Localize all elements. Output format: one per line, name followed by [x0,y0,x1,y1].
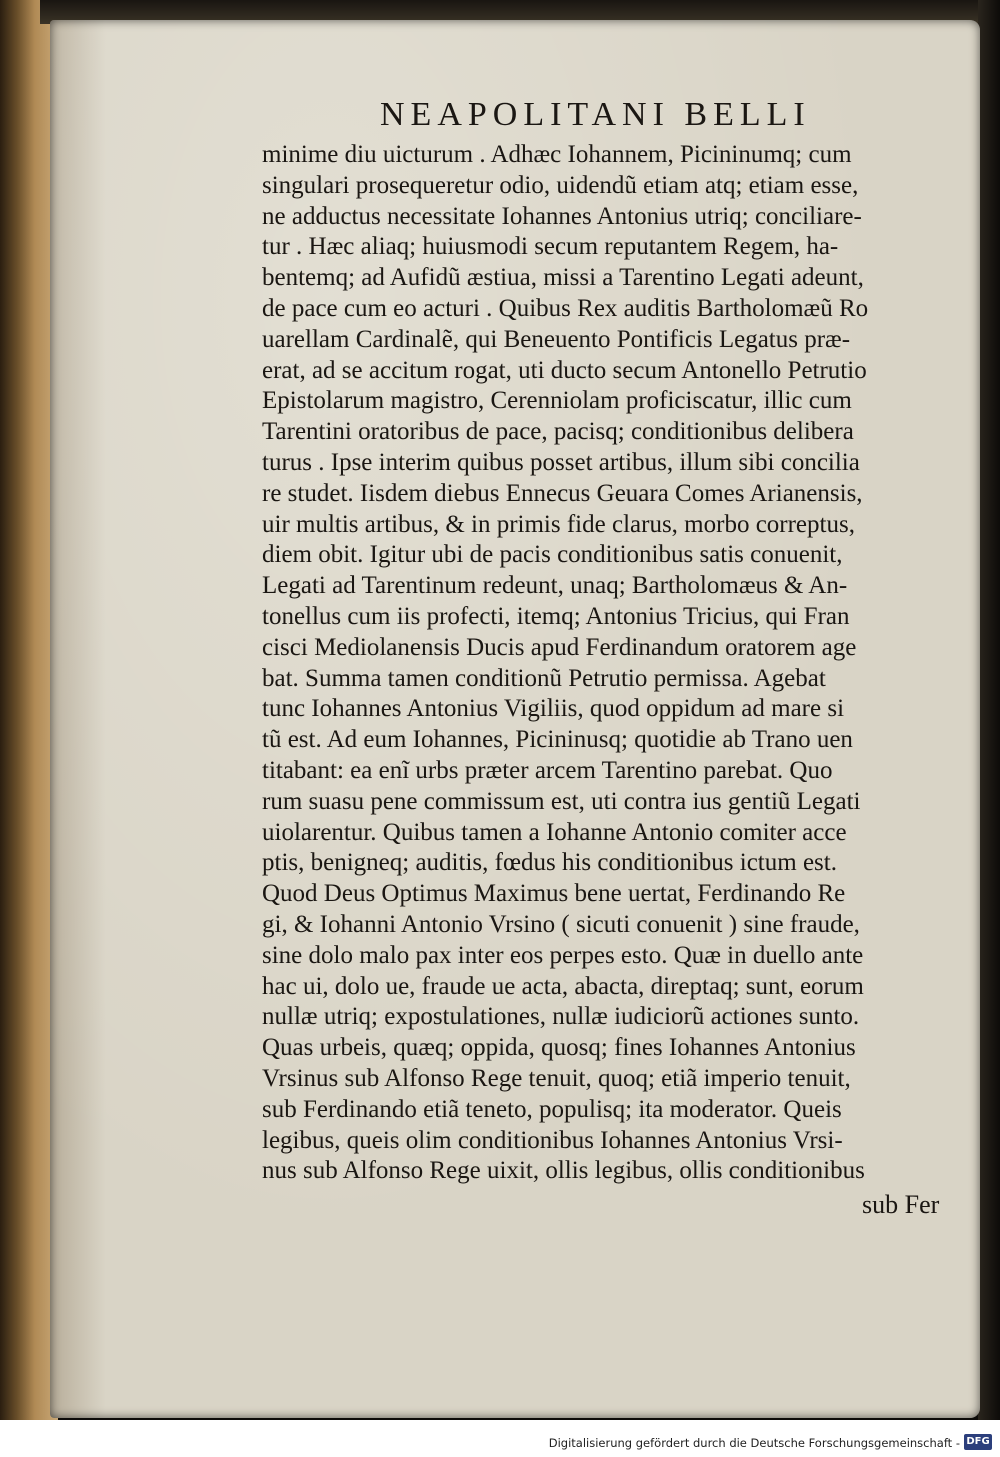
text-line: minime diu uicturum . Adhæc Iohannem, Picininumq; cum [262,141,852,168]
text-line: cisci Mediolanensis Ducis apud Ferdinandum oratorem age [262,633,857,661]
text-line: tonellus cum iis profecti, itemq; Antonius Tricius, qui Fran [262,602,850,630]
footer-credit: Digitalisierung gefördert durch die Deutsche Forschungsgemeinschaft - [548,1436,960,1450]
text-line: de pace cum eo acturi . Quibus Rex auditis Bartholomæũ Ro [262,294,869,322]
page-body-text [262,140,962,1187]
text-line: tunc Iohannes Antonius Vigiliis, quod oppidum ad mare si [262,695,845,723]
text-line: gi, & Iohanni Antonio Vrsino ( sicuti conuenit ) sine fraude, [262,910,860,938]
text-line: tũ est. Ad eum Iohannes, Picininusq; quotidie ab Trano uen [262,726,853,754]
text-line: nus sub Alfonso Rege uixit, ollis legibus, ollis conditionibus [262,1157,865,1185]
text-line: sine dolo malo pax inter eos perpes esto. Quæ in duello ante [262,941,864,969]
text-line: Epistolarum magistro, Cerenniolam proficiscatur, illic cum [262,387,852,415]
text-line: rum suasu pene commissum est, uti contra ius gentiũ Legati [262,787,861,815]
text-line: hac ui, dolo ue, fraude ue acta, abacta, direptaq; sunt, eorum [262,972,864,1000]
text-line: legibus, queis olim conditionibus Iohannes Antonius Vrsi- [262,1126,843,1154]
text-line: singulari prosequeretur odio, uidendũ etiam atq; etiam esse, [262,171,859,199]
text-line: nullæ utriq; expostulationes, nullæ iudiciorũ actiones sunto. [262,1003,860,1031]
text-line: bentemq; ad Aufidũ æstiua, missi a Tarentino Legati adeunt, [262,264,864,292]
dfg-logo: DFG [964,1434,992,1450]
text-line: uiolarentur. Quibus tamen a Iohanne Antonio comiter acce [262,818,847,846]
text-line: titabant: ea enĩ urbs præter arcem Tarentino parebat. Quo [262,756,833,784]
text-line: bat. Summa tamen conditionũ Petrutio permissa. Agebat [262,664,826,692]
text-line: turus . Ipse interim quibus posset artibus, illum sibi concilia [262,448,860,476]
catchword: sub Fer [862,1190,940,1219]
text-line: Vrsinus sub Alfonso Rege tenuit, quoq; etiã imperio tenuit, [262,1064,851,1092]
text-line: tur . Hæc aliaq; huiusmodi secum reputantem Regem, ha- [262,233,839,261]
text-line: ne adductus necessitate Iohannes Antonius utriq; conciliare- [262,202,862,230]
scan-right-edge [978,0,1000,1420]
text-line: sub Ferdinando etiã teneto, populisq; ita moderator. Queis [262,1095,842,1123]
text-line: Quod Deus Optimus Maximus bene uertat, Ferdinando Re [262,880,846,908]
text-line: ptis, benigneq; auditis, fœdus his conditionibus ictum est. [262,849,837,877]
text-line: Quas urbeis, quæq; oppida, quosq; fines Iohannes Antonius [262,1034,856,1062]
text-line: uir multis artibus, & in primis fide clarus, morbo correptus, [262,510,855,538]
text-line: erat, ad se accitum rogat, uti ducto secum Antonello Petrutio [262,356,867,384]
text-line: Legati ad Tarentinum redeunt, unaq; Bartholomæus & An- [262,572,848,600]
text-line: Tarentini oratoribus de pace, pacisq; conditionibus delibera [262,418,854,446]
text-line: re studet. Iisdem diebus Ennecus Geuara Comes Arianensis, [262,479,863,507]
text-line: uarellam Cardinalẽ, qui Beneuento Pontificis Legatus præ- [262,325,851,353]
running-head: NEAPOLITANI BELLI [380,96,811,133]
text-line: diem obit. Igitur ubi de pacis conditionibus satis conuenit, [262,541,843,569]
